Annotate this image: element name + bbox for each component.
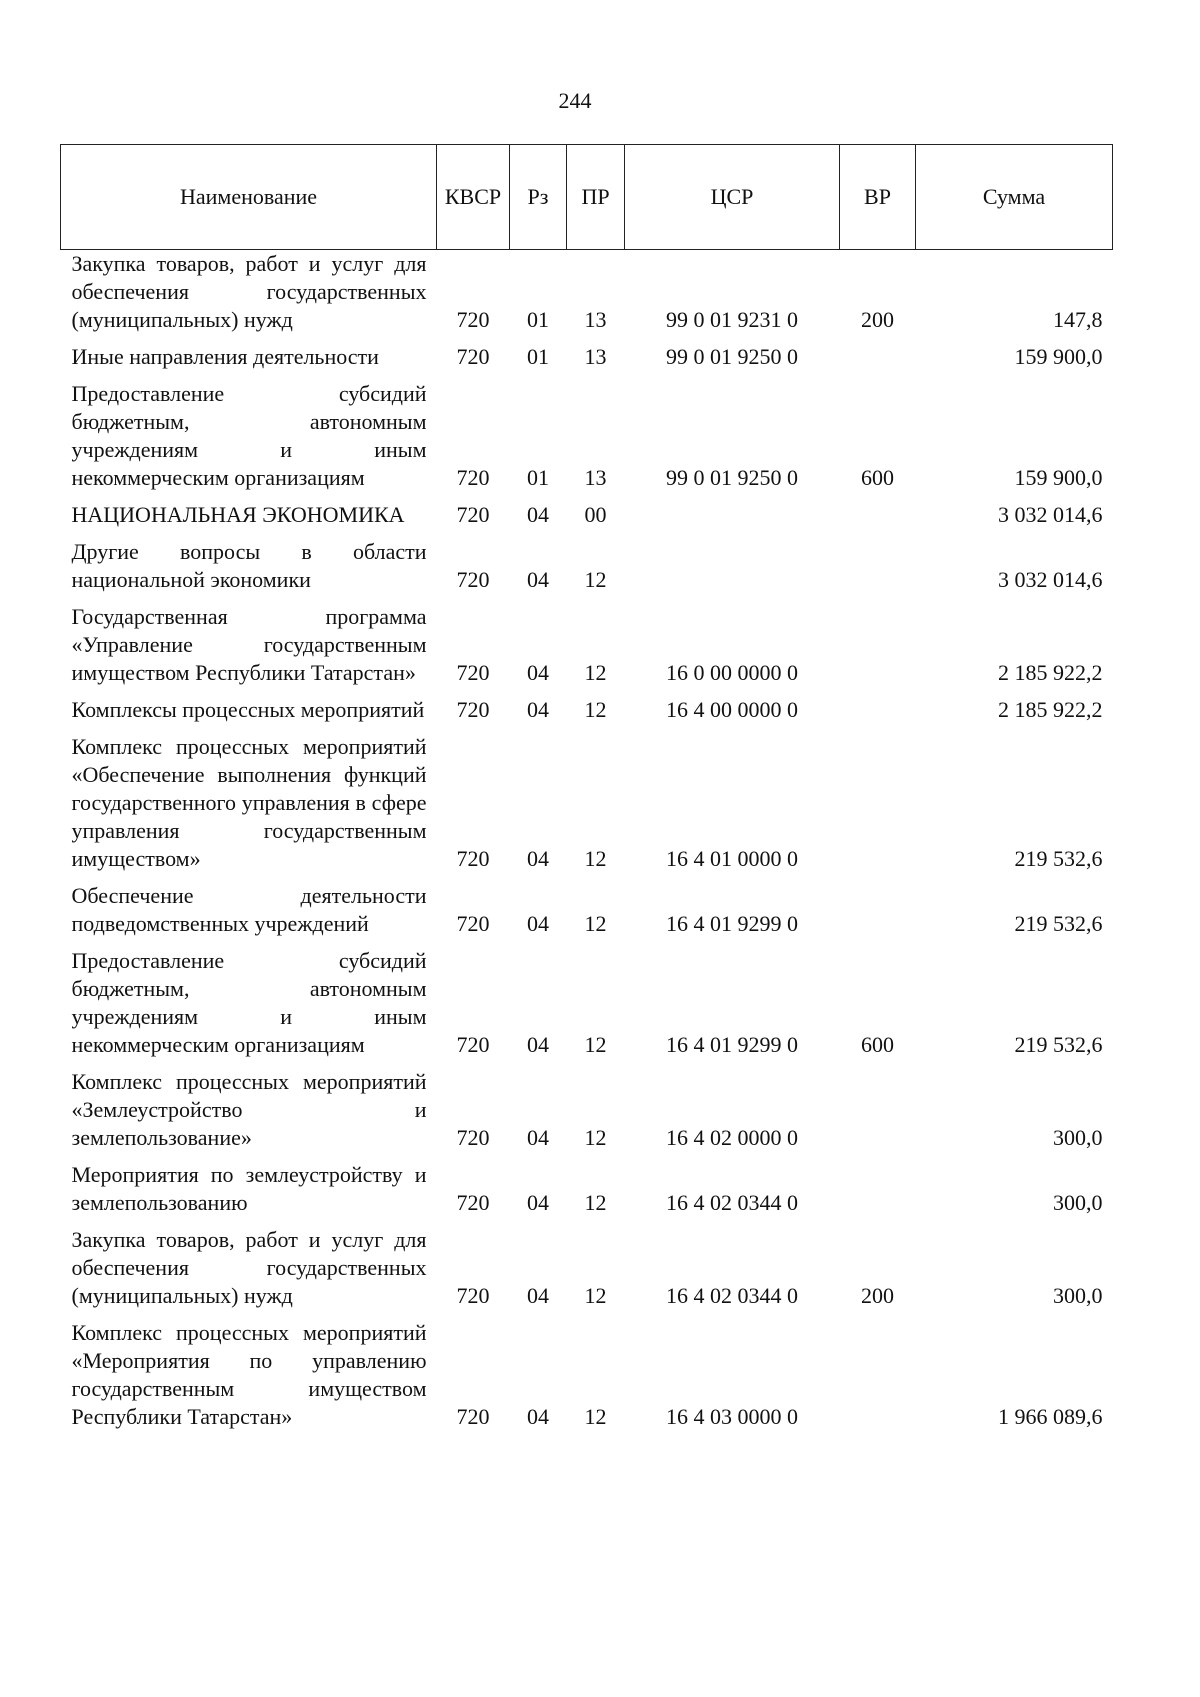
cell-kvsr: 720 [456, 1404, 490, 1429]
cell-pr: 12 [584, 1283, 607, 1308]
header-vr: ВР [840, 145, 916, 250]
cell-rz: 04 [527, 502, 549, 527]
cell-name: Другие вопросы в области национальной экономики [71, 539, 427, 592]
cell-kvsr: 720 [456, 1125, 490, 1150]
cell-rz: 04 [527, 1404, 549, 1429]
cell-rz: 01 [527, 307, 549, 332]
cell-vr [840, 692, 916, 729]
cell-name: Комплекс процессных мероприятий «Землеустройство и землепользование» [71, 1069, 427, 1150]
cell-vr [840, 1157, 916, 1222]
cell-kvsr: 720 [456, 502, 490, 527]
cell-kvsr: 720 [456, 911, 490, 936]
cell-csr: 16 4 02 0344 0 [666, 1190, 798, 1215]
cell-csr: 16 4 00 0000 0 [666, 697, 798, 722]
cell-rz: 04 [527, 660, 549, 685]
table-row [61, 878, 1113, 943]
cell-csr: 16 4 01 9299 0 [666, 1032, 798, 1057]
cell-pr: 12 [584, 911, 607, 936]
cell-name: Комплексы процессных мероприятий [71, 697, 425, 722]
cell-pr: 12 [584, 567, 607, 592]
cell-pr: 13 [584, 465, 607, 490]
cell-csr: 16 4 03 0000 0 [666, 1404, 798, 1429]
cell-sum: 300,0 [1053, 1125, 1103, 1150]
cell-sum: 300,0 [1053, 1190, 1103, 1215]
cell-sum: 219 532,6 [1014, 1032, 1103, 1057]
cell-kvsr: 720 [456, 344, 490, 369]
cell-rz: 01 [527, 344, 549, 369]
cell-vr [840, 878, 916, 943]
cell-name: Комплекс процессных мероприятий «Обеспечение выполнения функций государственного управления в сфере управления государственным имуществом» [71, 734, 427, 871]
table-row [61, 1315, 1113, 1436]
table-row [61, 339, 1113, 376]
cell-csr: 99 0 01 9231 0 [666, 307, 798, 332]
cell-name: Иные направления деятельности [71, 344, 379, 369]
cell-csr: 16 4 02 0000 0 [666, 1125, 798, 1150]
table-row [61, 534, 1113, 599]
cell-pr: 13 [584, 344, 607, 369]
cell-vr [840, 339, 916, 376]
header-csr: ЦСР [625, 145, 840, 250]
cell-csr [625, 497, 840, 534]
cell-kvsr: 720 [456, 465, 490, 490]
cell-name: НАЦИОНАЛЬНАЯ ЭКОНОМИКА [71, 502, 405, 527]
cell-vr [840, 497, 916, 534]
cell-name: Закупка товаров, работ и услуг для обеспечения государственных (муниципальных) нужд [71, 251, 427, 332]
cell-pr: 00 [584, 502, 607, 527]
cell-csr: 16 4 01 0000 0 [666, 846, 798, 871]
cell-kvsr: 720 [456, 1283, 490, 1308]
cell-rz: 01 [527, 465, 549, 490]
table-row [61, 1222, 1113, 1315]
cell-rz: 04 [527, 567, 549, 592]
page-number: 244 [558, 88, 592, 113]
cell-vr: 600 [861, 1032, 894, 1057]
cell-name: Предоставление субсидий бюджетным, автономным учреждениям и иным некоммерческим организациям [71, 948, 427, 1057]
cell-sum: 300,0 [1053, 1283, 1103, 1308]
cell-sum: 1 966 089,6 [998, 1404, 1103, 1429]
cell-sum: 219 532,6 [1014, 846, 1103, 871]
cell-csr: 16 4 01 9299 0 [666, 911, 798, 936]
cell-kvsr: 720 [456, 1032, 490, 1057]
cell-kvsr: 720 [456, 1190, 490, 1215]
cell-pr: 12 [584, 1125, 607, 1150]
cell-csr: 99 0 01 9250 0 [666, 465, 798, 490]
budget-table [60, 144, 1113, 1436]
cell-vr [840, 1064, 916, 1157]
cell-sum: 147,8 [1053, 307, 1103, 332]
header-pr: ПР [567, 145, 625, 250]
cell-pr: 12 [584, 1032, 607, 1057]
cell-name: Комплекс процессных мероприятий «Мероприятия по управлению государственным имуществом Республики Татарстан» [71, 1320, 427, 1429]
cell-rz: 04 [527, 1190, 549, 1215]
header-kvsr: КВСР [437, 145, 510, 250]
cell-rz: 04 [527, 1125, 549, 1150]
cell-kvsr: 720 [456, 846, 490, 871]
cell-name: Мероприятия по землеустройству и землепользованию [71, 1162, 427, 1215]
cell-rz: 04 [527, 697, 549, 722]
table-row [61, 250, 1113, 340]
table-row [61, 497, 1113, 534]
cell-sum: 3 032 014,6 [998, 567, 1103, 592]
cell-vr: 600 [861, 465, 894, 490]
cell-rz: 04 [527, 911, 549, 936]
cell-csr [625, 534, 840, 599]
cell-csr: 99 0 01 9250 0 [666, 344, 798, 369]
cell-vr: 200 [861, 307, 894, 332]
cell-kvsr: 720 [456, 660, 490, 685]
table-row [61, 599, 1113, 692]
cell-sum: 159 900,0 [1014, 344, 1103, 369]
cell-kvsr: 720 [456, 307, 490, 332]
cell-rz: 04 [527, 846, 549, 871]
cell-kvsr: 720 [456, 697, 490, 722]
table-row [61, 1157, 1113, 1222]
cell-pr: 13 [584, 307, 607, 332]
header-name: Наименование [61, 145, 437, 250]
cell-vr [840, 729, 916, 878]
table-row [61, 1064, 1113, 1157]
cell-sum: 159 900,0 [1014, 465, 1103, 490]
cell-pr: 12 [584, 697, 607, 722]
cell-kvsr: 720 [456, 567, 490, 592]
table-row [61, 943, 1113, 1064]
cell-sum: 2 185 922,2 [998, 697, 1103, 722]
cell-csr: 16 4 02 0344 0 [666, 1283, 798, 1308]
header-sum: Сумма [916, 145, 1113, 250]
table-header [61, 145, 1113, 250]
table-row [61, 729, 1113, 878]
cell-sum: 2 185 922,2 [998, 660, 1103, 685]
cell-vr [840, 599, 916, 692]
cell-rz: 04 [527, 1032, 549, 1057]
cell-rz: 04 [527, 1283, 549, 1308]
cell-csr: 16 0 00 0000 0 [666, 660, 798, 685]
cell-sum: 219 532,6 [1014, 911, 1103, 936]
cell-name: Предоставление субсидий бюджетным, автономным учреждениям и иным некоммерческим организациям [71, 381, 427, 490]
cell-name: Закупка товаров, работ и услуг для обеспечения государственных (муниципальных) нужд [71, 1227, 427, 1308]
cell-name: Обеспечение деятельности подведомственных учреждений [71, 883, 427, 936]
table-body [61, 250, 1113, 1437]
cell-pr: 12 [584, 660, 607, 685]
table-row [61, 692, 1113, 729]
cell-sum: 3 032 014,6 [998, 502, 1103, 527]
cell-pr: 12 [584, 846, 607, 871]
header-rz: Рз [510, 145, 567, 250]
cell-vr [840, 534, 916, 599]
cell-name: Государственная программа «Управление государственным имуществом Республики Татарстан» [71, 604, 427, 685]
cell-vr [840, 1315, 916, 1436]
cell-pr: 12 [584, 1190, 607, 1215]
cell-pr: 12 [584, 1404, 607, 1429]
cell-vr: 200 [861, 1283, 894, 1308]
table-row [61, 376, 1113, 497]
